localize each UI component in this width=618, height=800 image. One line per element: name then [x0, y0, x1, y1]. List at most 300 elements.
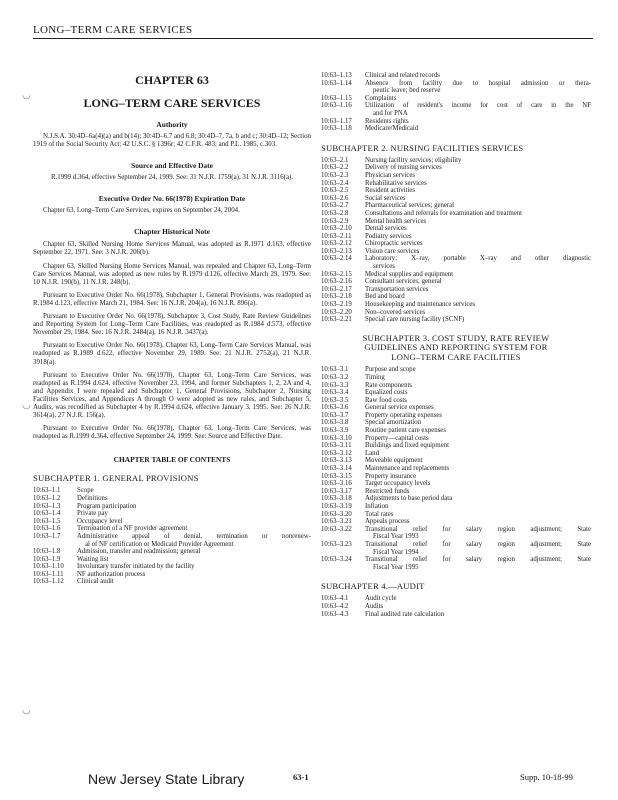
- section-number: 10:63–3.20: [321, 510, 352, 518]
- section-title-wrap: [365, 488, 591, 496]
- section-title: Housekeeping and maintenance services: [365, 301, 476, 309]
- section-title: Special amortization: [365, 419, 422, 427]
- section-title: Administrative appeal of denial, termination or nonrenew-: [77, 532, 311, 540]
- chapter-number: CHAPTER 63: [135, 73, 209, 87]
- section-title-wrap: [77, 510, 311, 518]
- margin-mark: ◡: [22, 705, 31, 716]
- section-title-wrap: [365, 125, 591, 133]
- section-title: Absence from facility due to hospital admission or thera-: [365, 79, 591, 87]
- toc-entry: [321, 225, 591, 233]
- section-title-wrap: [365, 366, 591, 374]
- section-number: 10:63–3.17: [321, 487, 352, 495]
- toc-entry: [321, 419, 591, 427]
- toc-entry: [321, 125, 591, 133]
- section-title-wrap: [77, 487, 311, 495]
- history-paragraph: Pursuant to Executive Order No. 66(1978), Subchapter 3, Cost Study, Rate Review Guidelines and Reporting System for Long–Term Care Facilities, was readopted as R.1984 d.573, effective November 29, 1984. See: 16 N.J.R. 2484(a), 16 N.J.R. 3437(a).: [33, 313, 311, 337]
- section-number: 10:63–1.14: [321, 79, 352, 87]
- section-title-wrap: [365, 556, 591, 571]
- section-number: 10:63–1.3: [33, 502, 61, 510]
- section-title: Special care nursing facility (SCNF): [365, 316, 465, 324]
- section-title: NF authorization process: [77, 570, 146, 578]
- section-title-wrap: [365, 240, 591, 248]
- section-title: Waiting list: [77, 555, 109, 563]
- section-number: 10:63–1.4: [33, 510, 61, 518]
- section-title: Residents rights: [365, 117, 409, 125]
- section-title: Private pay: [77, 510, 108, 518]
- section-title: Physician services: [365, 171, 416, 179]
- section-title: Clinical audit: [77, 578, 114, 586]
- subchapter-2-list: [321, 157, 591, 324]
- section-number: 10:63–3.24: [321, 556, 352, 564]
- toc-entry: [321, 80, 591, 95]
- section-number: 10:63–2.17: [321, 285, 352, 293]
- section-title: Adjustments to base period data: [365, 495, 453, 503]
- section-number: 10:63–1.12: [33, 578, 64, 586]
- section-title-wrap: [365, 518, 591, 526]
- section-title-wrap: [365, 419, 591, 427]
- section-title-wrap: [365, 450, 591, 458]
- section-title-wrap: [365, 157, 591, 165]
- margin-mark: ◡: [22, 90, 31, 101]
- supplement-date: Supp. 10-18-99: [520, 772, 573, 782]
- section-title-wrap: [365, 595, 591, 603]
- section-title-wrap: [365, 210, 591, 218]
- section-number: 10:63–2.16: [321, 278, 352, 286]
- section-title-wrap: [365, 511, 591, 519]
- toc-entry: [33, 518, 311, 526]
- section-title: Non–covered services: [365, 308, 426, 316]
- section-title: Mental health services: [365, 217, 427, 225]
- section-title-wrap: [365, 164, 591, 172]
- toc-entry: [321, 118, 591, 126]
- section-number: 10:63–1.1: [33, 487, 61, 495]
- history-heading: Chapter Historical Note: [134, 227, 210, 237]
- section-title: Resident activities: [365, 187, 416, 195]
- section-title: Scope: [77, 487, 94, 495]
- section-title-wrap: [365, 389, 591, 397]
- section-title-continued: Fiscal Year 1995: [373, 563, 419, 571]
- subchapter-3-list: [321, 366, 591, 571]
- section-number: 10:63–3.9: [321, 427, 349, 435]
- section-number: 10:63–4.1: [321, 595, 349, 603]
- section-title-wrap: [365, 603, 591, 611]
- subchapter-3-title-line: SUBCHAPTER 3. COST STUDY, RATE REVIEW: [362, 332, 550, 343]
- section-title-wrap: [365, 180, 591, 188]
- toc-entry: [321, 210, 591, 218]
- section-title-continued: services: [373, 263, 395, 271]
- toc-entry: [321, 316, 591, 324]
- toc-entry: [321, 366, 591, 374]
- section-title-wrap: [365, 503, 591, 511]
- toc-entry: [321, 397, 591, 405]
- toc-entry: [321, 95, 591, 103]
- toc-entry: [321, 233, 591, 241]
- section-title-wrap: [77, 533, 311, 548]
- section-number: 10:63–1.6: [33, 525, 61, 533]
- section-number: 10:63–1.8: [33, 548, 61, 556]
- toc-entry: [321, 412, 591, 420]
- section-number: 10:63–1.17: [321, 117, 352, 125]
- expiration-text: Chapter 63, Long–Term Care Services, expires on September 24, 2004.: [43, 207, 240, 215]
- section-title-wrap: [77, 525, 311, 533]
- section-number: 10:63–1.15: [321, 94, 352, 102]
- section-title-wrap: [365, 309, 591, 317]
- section-title: Appeals process: [365, 518, 410, 526]
- toc-entry: [321, 473, 591, 481]
- section-title-continued: peutic leave; bed reserve: [373, 87, 441, 95]
- history-paragraph: Chapter 63, Skilled Nursing Home Services Manual, was repealed and Chapter 63, Long–Term Care Services Manual, was adopted as new rules by R.1979 d.126, effective March 29, 1979. See: 10 N.J.R. 190(b), 11 N.J.R. 248(b).: [33, 262, 311, 286]
- section-title-wrap: [365, 465, 591, 473]
- section-title: Involuntary transfer initiated by the facility: [77, 563, 195, 571]
- section-number: 10:63–1.18: [321, 125, 352, 133]
- running-header: LONG–TERM CARE SERVICES: [33, 24, 593, 39]
- toc-entry: [321, 465, 591, 473]
- history-paragraph: Pursuant to Executive Order No. 66(1978), Subchapter 1, General Provisions, was readopted as R.1984 d.123, effective March 21, 1984. See: 16 N.J.R. 204(a), 16 N.J.R. 896(a).: [33, 291, 311, 307]
- toc-entry: [33, 548, 311, 556]
- section-number: 10:63–3.1: [321, 366, 349, 374]
- authority-text: N.J.S.A. 30:4D–6a(4)(a) and b(14); 30:4D–6.7 and 6.8; 30:4D–7, 7a, b and c; 30:4D–12; Section 1919 of the Social Security Act; 42 U.S.C. § 1396r; 42 C.F.R. 483; and P.L. 1985, c.303.: [33, 133, 311, 149]
- section-number: 10:63–2.12: [321, 240, 352, 248]
- section-title-wrap: [365, 427, 591, 435]
- toc-entry: [321, 427, 591, 435]
- section-title-wrap: [365, 316, 591, 324]
- section-title-wrap: [365, 541, 591, 556]
- toc-entry: [321, 435, 591, 443]
- section-number: 10:63–3.22: [321, 525, 352, 533]
- section-number: 10:63–3.18: [321, 495, 352, 503]
- section-number: 10:63–4.2: [321, 602, 349, 610]
- subchapter-4-list: [321, 595, 591, 618]
- section-title-wrap: [77, 571, 311, 579]
- section-title-wrap: [77, 563, 311, 571]
- section-number: 10:63–2.4: [321, 179, 349, 187]
- section-number: 10:63–4.3: [321, 610, 349, 618]
- section-title: Equalized costs: [365, 389, 408, 397]
- section-title: Complaints: [365, 94, 397, 102]
- toc-entry: [321, 457, 591, 465]
- section-title-wrap: [77, 556, 311, 564]
- toc-entry: [321, 301, 591, 309]
- section-number: 10:63–2.18: [321, 293, 352, 301]
- toc-entry: [321, 218, 591, 226]
- toc-entry: [321, 187, 591, 195]
- toc-entry: [321, 611, 591, 619]
- section-title-wrap: [77, 495, 311, 503]
- section-title: Nursing facility services; eligibility: [365, 156, 462, 164]
- section-title: Audits: [365, 602, 384, 610]
- toc-entry: [321, 603, 591, 611]
- section-number: 10:63–2.19: [321, 301, 352, 309]
- toc-heading: CHAPTER TABLE OF CONTENTS: [113, 455, 231, 465]
- toc-entry: [33, 578, 311, 586]
- section-title: Pharmaceutical services; general: [365, 202, 455, 210]
- toc-entry: [321, 503, 591, 511]
- section-title: Delivery of nursing services: [365, 164, 442, 172]
- section-number: 10:63–2.20: [321, 308, 352, 316]
- section-title: Chiropractic services: [365, 240, 423, 248]
- toc-entry: [321, 389, 591, 397]
- section-number: 10:63–3.12: [321, 449, 352, 457]
- section-title-wrap: [365, 495, 591, 503]
- section-number: 10:63–3.23: [321, 540, 352, 548]
- section-title: Laboratory; X–ray, portable X–ray and other diagnostic: [365, 255, 591, 263]
- section-title-wrap: [365, 480, 591, 488]
- section-number: 10:63–3.16: [321, 480, 352, 488]
- section-number: 10:63–1.9: [33, 555, 61, 563]
- toc-entry: [321, 495, 591, 503]
- section-title: Raw food costs: [365, 396, 407, 404]
- section-title-wrap: [365, 72, 591, 80]
- section-title-wrap: [365, 187, 591, 195]
- section-title-wrap: [365, 80, 591, 95]
- toc-entry: [321, 157, 591, 165]
- subchapter-1-list-continued: [321, 72, 591, 133]
- toc-entry: [321, 293, 591, 301]
- section-number: 10:63–2.2: [321, 164, 349, 172]
- section-title: Routine patient care expenses: [365, 427, 446, 435]
- toc-entry: [321, 382, 591, 390]
- toc-entry: [321, 309, 591, 317]
- section-title: General service expenses: [365, 404, 434, 412]
- section-title: Transitional relief for salary region adjustment; State: [365, 540, 591, 548]
- subchapter-3-title-line: GUIDELINES AND REPORTING SYSTEM FOR: [364, 342, 548, 353]
- section-title-wrap: [365, 457, 591, 465]
- section-title-wrap: [365, 195, 591, 203]
- section-title-wrap: [77, 503, 311, 511]
- section-title-wrap: [365, 382, 591, 390]
- history-paragraph: Pursuant to Executive Order No. 66(1978), Chapter 63, Long–Term Care Services Manual, was readopted as R.1989 d.622, effective November 29, 1989. See: 21 N.J.R. 2752(a), 21 N.J.R. 3918(a).: [33, 342, 311, 366]
- toc-entry: [33, 556, 311, 564]
- section-number: 10:63–3.21: [321, 518, 352, 526]
- section-number: 10:63–2.11: [321, 232, 352, 240]
- section-title: Final audited rate calculation: [365, 610, 445, 618]
- library-watermark: New Jersey State Library: [88, 771, 245, 787]
- section-title: Moveable equipment: [365, 457, 423, 465]
- toc-entry: [321, 172, 591, 180]
- section-title: Maintenance and replacements: [365, 465, 450, 473]
- toc-entry: [321, 526, 591, 541]
- section-title: Termination of a NF provider agreement: [77, 525, 188, 533]
- section-number: 10:63–3.8: [321, 419, 349, 427]
- section-title-continued: Fiscal Year 1993: [373, 533, 419, 541]
- toc-entry: [321, 180, 591, 188]
- toc-entry: [321, 240, 591, 248]
- section-title: Consultant services; general: [365, 278, 442, 286]
- section-title-wrap: [365, 202, 591, 210]
- section-number: 10:63–3.2: [321, 373, 349, 381]
- section-title: Social services: [365, 194, 406, 202]
- section-title: Clinical and related records: [365, 72, 440, 79]
- section-title-wrap: [365, 271, 591, 279]
- toc-entry: [321, 556, 591, 571]
- history-paragraph: Chapter 63, Skilled Nursing Home Services Manual, was adopted as R.1971 d.163, effective September 22, 1971. See: 3 N.J.R. 206(b).: [33, 241, 311, 257]
- section-number: 10:63–2.10: [321, 225, 352, 233]
- history-paragraph: Pursuant to Executive Order No. 66(1978), Chapter 63, Long–Term Care Services, was readopted as R.1994 d.624, effective November 23, 1994, and former Subchapters 1, 2, 2A and 4, and Appendix I were repealed and Subchapter 1, General Provisions, Subchapter 2, Nursing Facilities Services, and Appendices A through O were adopted as new rules, and Subchapter 5, Audits, was recodified as Subchapter 4 by R.1994 d.624, effective January 3, 1995. See: 26 N.J.R. 3614(a), 27 N.J.R. 156(a).: [33, 371, 311, 420]
- toc-entry: [321, 480, 591, 488]
- section-number: 10:63–3.15: [321, 472, 352, 480]
- section-number: 10:63–3.14: [321, 465, 352, 473]
- section-number: 10:63–3.3: [321, 381, 349, 389]
- section-title: Audit cycle: [365, 595, 397, 603]
- section-title: Transportation services: [365, 285, 429, 293]
- left-column: [33, 64, 311, 586]
- toc-entry: [321, 541, 591, 556]
- section-title-wrap: [365, 526, 591, 541]
- section-title-continued: Fiscal Year 1994: [373, 548, 419, 556]
- toc-entry: [321, 271, 591, 279]
- section-title: Buildings and fixed equipment: [365, 442, 450, 450]
- toc-entry: [321, 442, 591, 450]
- section-title-wrap: [365, 397, 591, 405]
- section-title-wrap: [365, 255, 591, 270]
- section-title: Dental services: [365, 225, 407, 233]
- section-title-continued: and for PNA: [373, 109, 408, 117]
- section-title-wrap: [365, 118, 591, 126]
- section-title: Bed and board: [365, 293, 405, 301]
- section-title: Transitional relief for salary region adjustment; State: [365, 525, 591, 533]
- section-title: Timing: [365, 373, 385, 381]
- toc-entry: [321, 518, 591, 526]
- section-title: Admission, transfer and readmission; general: [77, 548, 201, 556]
- section-title-wrap: [365, 293, 591, 301]
- section-title: Property operating expenses: [365, 411, 443, 419]
- section-title-wrap: [365, 233, 591, 241]
- toc-entry: [321, 374, 591, 382]
- section-number: 10:63–3.19: [321, 503, 352, 510]
- section-title: Transitional relief for salary region adjustment; State: [365, 556, 591, 564]
- toc-entry: [33, 525, 311, 533]
- section-title-wrap: [365, 102, 591, 117]
- section-number: 10:63–2.6: [321, 194, 349, 202]
- section-title: Occupancy level: [77, 517, 123, 525]
- section-title: Restricted funds: [365, 487, 410, 495]
- section-title: Land: [365, 449, 379, 457]
- section-title: Vision care services: [365, 247, 420, 255]
- section-number: 10:63–2.7: [321, 202, 349, 210]
- section-title: Property—capital costs: [365, 434, 429, 442]
- toc-entry: [33, 510, 311, 518]
- section-number: 10:63–1.5: [33, 517, 61, 525]
- section-title: Rate components: [365, 381, 413, 389]
- section-number: 10:63–1.13: [321, 72, 352, 79]
- section-number: 10:63–2.21: [321, 316, 352, 324]
- section-title: Medicare/Medicaid: [365, 125, 419, 133]
- section-title-wrap: [365, 218, 591, 226]
- right-column: [321, 72, 591, 618]
- section-title: Definitions: [77, 494, 108, 502]
- section-title: Consultations and referrals for examination and treatment: [365, 209, 523, 217]
- toc-entry: [321, 202, 591, 210]
- toc-entry: [321, 278, 591, 286]
- subchapter-2-title: SUBCHAPTER 2. NURSING FACILITIES SERVICES: [321, 142, 524, 153]
- source-text: R.1999 d.364, effective September 24, 1999. See: 31 N.J.R. 1759(a), 31 N.J.R. 3116(a).: [50, 174, 294, 182]
- section-number: 10:63–2.3: [321, 171, 349, 179]
- section-title-wrap: [365, 301, 591, 309]
- section-title-wrap: [365, 611, 591, 619]
- section-title-wrap: [365, 374, 591, 382]
- section-title-wrap: [365, 225, 591, 233]
- toc-entry: [321, 511, 591, 519]
- toc-entry: [33, 571, 311, 579]
- section-title: Medical supplies and equipment: [365, 270, 454, 278]
- authority-heading: Authority: [156, 120, 188, 129]
- section-number: 10:63–3.5: [321, 396, 349, 404]
- section-number: 10:63–3.11: [321, 442, 352, 450]
- section-number: 10:63–2.5: [321, 187, 349, 195]
- section-title-wrap: [77, 578, 311, 586]
- section-title: Program participation: [77, 502, 137, 510]
- section-title-wrap: [365, 412, 591, 420]
- section-number: 10:63–2.15: [321, 270, 352, 278]
- subchapter-1-list: [33, 487, 311, 586]
- toc-entry: [321, 248, 591, 256]
- toc-entry: [33, 563, 311, 571]
- section-title-wrap: [365, 404, 591, 412]
- section-title-wrap: [365, 172, 591, 180]
- history-paragraph: Pursuant to Executive Order No. 66(1978), Chapter 63, Long–Term Care Services, was readopted as R.1999 d.364, effective September 24, 1999. See: Source and Effective Date.: [33, 425, 311, 441]
- toc-entry: [321, 255, 591, 270]
- section-title: Property insurance: [365, 472, 417, 480]
- section-number: 10:63–1.7: [33, 532, 61, 540]
- section-title: Utilization of resident's income for cost of care in the NF: [365, 102, 591, 110]
- section-number: 10:63–2.14: [321, 255, 352, 263]
- toc-entry: [321, 72, 591, 80]
- section-title-wrap: [77, 518, 311, 526]
- section-title-wrap: [365, 248, 591, 256]
- section-number: 10:63–1.11: [33, 570, 64, 578]
- subchapter-3-title-line: LONG–TERM CARE FACILITIES: [391, 351, 521, 362]
- section-number: 10:63–1.2: [33, 494, 61, 502]
- section-number: 10:63–1.10: [33, 563, 64, 571]
- expiration-heading: Executive Order No. 66(1978) Expiration Date: [98, 194, 246, 204]
- section-number: 10:63–3.10: [321, 434, 352, 442]
- subchapter-4-title: SUBCHAPTER 4.—AUDIT: [321, 581, 425, 592]
- section-number: 10:63–3.4: [321, 389, 349, 397]
- section-title-continued: al of NF certification or Medicaid Provider Agreement: [85, 540, 234, 548]
- chapter-title: LONG–TERM CARE SERVICES: [83, 96, 261, 110]
- section-number: 10:63–2.9: [321, 217, 349, 225]
- section-title: Purpose and scope: [365, 366, 416, 374]
- toc-entry: [321, 488, 591, 496]
- section-number: 10:63–3.6: [321, 404, 349, 412]
- toc-entry: [33, 495, 311, 503]
- toc-entry: [321, 450, 591, 458]
- section-number: 10:63–2.13: [321, 247, 352, 255]
- section-number: 10:63–1.16: [321, 102, 352, 110]
- section-title-wrap: [365, 95, 591, 103]
- toc-entry: [321, 286, 591, 294]
- section-title-wrap: [77, 548, 311, 556]
- section-title: Rehabilitative services: [365, 179, 427, 187]
- section-number: 10:63–2.8: [321, 209, 349, 217]
- page-number: 63-1: [293, 772, 309, 782]
- section-title-wrap: [365, 442, 591, 450]
- section-title: Podiatry services: [365, 232, 412, 240]
- margin-mark: ◡: [22, 400, 31, 411]
- section-number: 10:63–3.13: [321, 457, 352, 465]
- section-title-wrap: [365, 278, 591, 286]
- section-title-wrap: [365, 286, 591, 294]
- section-number: 10:63–3.7: [321, 411, 349, 419]
- subchapter-1-title: SUBCHAPTER 1. GENERAL PROVISIONS: [33, 473, 199, 484]
- section-title: Target occupancy levels: [365, 480, 431, 488]
- toc-entry: [33, 533, 311, 548]
- toc-entry: [321, 595, 591, 603]
- toc-entry: [321, 102, 591, 117]
- section-title-wrap: [365, 435, 591, 443]
- subchapter-3-title: [321, 334, 591, 363]
- section-number: 10:63–2.1: [321, 156, 349, 164]
